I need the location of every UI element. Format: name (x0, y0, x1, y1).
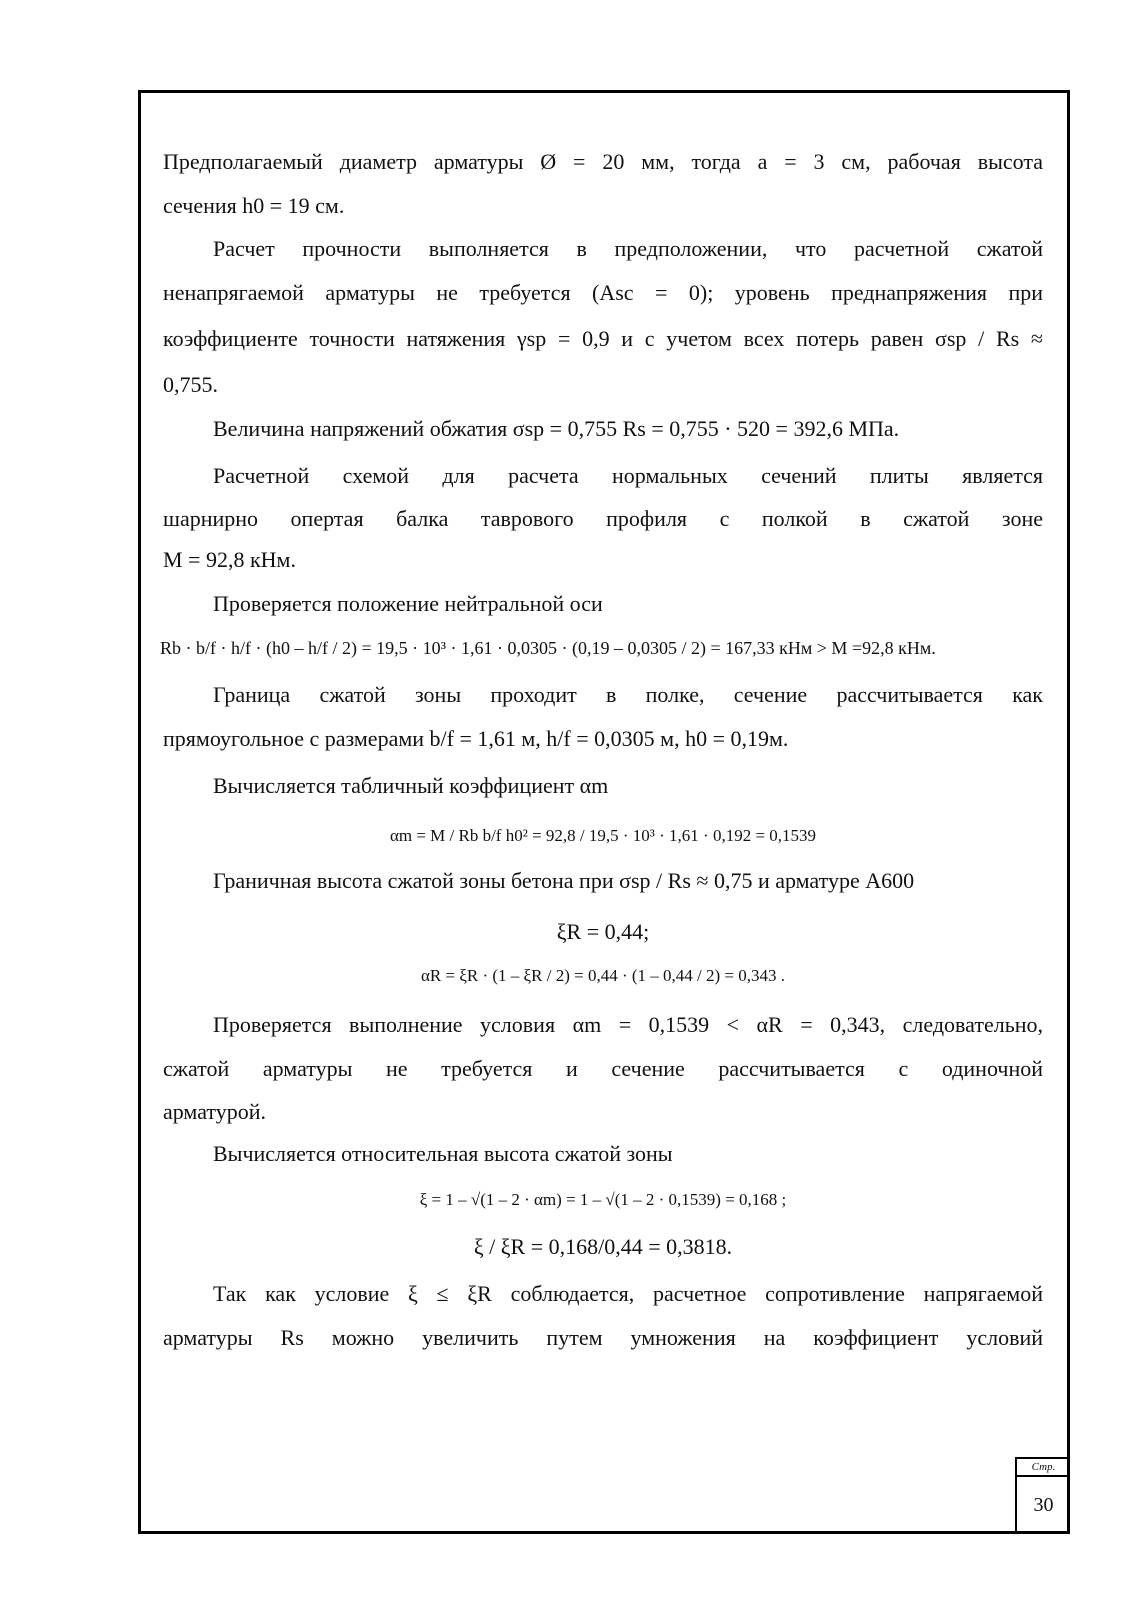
text-line: арматуры Rs можно увеличить путем умножения на коэффициент условий (163, 1325, 1043, 1350)
text-line: Величина напряжений обжатия σsp = 0,755 Rs = 0,755 · 520 = 392,6 МПа. (213, 416, 900, 441)
text-line: ненапрягаемой арматуры не требуется (Asc = 0); уровень преднапряжения при (163, 280, 1043, 305)
stamp-page-label: Стр. (1015, 1457, 1070, 1477)
text-line: Вычисляется табличный коэффициент αm (213, 773, 609, 798)
text-line: Расчетной схемой для расчета нормальных сечений плиты является (213, 463, 1043, 488)
text-line: шарнирно опертая балка таврового профиля с полкой в сжатой зоне (163, 506, 1043, 531)
formula-alpha-r: αR = ξR · (1 – ξR / 2) = 0,44 · (1 – 0,44 / 2) = 0,343 . (420, 966, 785, 985)
formula-alpha-m: αm = M / Rb b/f h0² = 92,8 / 19,5 · 10³ · 1,61 · 0,192 = 0,1539 (389, 826, 817, 845)
formula-xi: ξ = 1 – √(1 – 2 · αm) = 1 – √(1 – 2 · 0,1539) = 0,168 ; (419, 1190, 787, 1209)
text-line: Граничная высота сжатой зоны бетона при σsp / Rs ≈ 0,75 и арматуре А600 (213, 868, 915, 893)
formula-xi-ratio: ξ / ξR = 0,168/0,44 = 0,3818. (473, 1234, 733, 1259)
stamp-page-number: 30 (1015, 1477, 1070, 1534)
text-line: прямоугольное с размерами b/f = 1,61 м, h/f = 0,0305 м, h0 = 0,19м. (163, 726, 789, 751)
text-line: коэффициенте точности натяжения γsp = 0,9 и с учетом всех потерь равен σsp / Rs ≈ (163, 326, 1043, 351)
text-line: 0,755. (163, 372, 218, 397)
text-line: Граница сжатой зоны проходит в полке, сечение рассчитывается как (213, 682, 1043, 707)
text-line: Вычисляется относительная высота сжатой зоны (213, 1141, 673, 1166)
text-line: сжатой арматуры не требуется и сечение рассчитывается с одиночной (163, 1056, 1043, 1081)
text-line: сечения h0 = 19 см. (163, 193, 345, 218)
text-line: Проверяется выполнение условия αm = 0,1539 < αR = 0,343, следовательно, (213, 1012, 1043, 1037)
text-line: Расчет прочности выполняется в предположении, что расчетной сжатой (213, 236, 1043, 261)
formula-xi-r: ξR = 0,44; (556, 919, 650, 944)
text-line: арматурой. (163, 1099, 266, 1124)
formula-neutral-axis: Rb · b/f · h/f · (h0 – h/f / 2) = 19,5 · 10³ · 1,61 · 0,0305 · (0,19 – 0,0305 / 2) = 167,33 кНм > M =92,8 кНм. (160, 638, 936, 658)
text-line: Предполагаемый диаметр арматуры Ø = 20 мм, тогда a = 3 см, рабочая высота (163, 149, 1043, 174)
text-line: Так как условие ξ ≤ ξR соблюдается, расчетное сопротивление напрягаемой (213, 1281, 1043, 1306)
text-line: Проверяется положение нейтральной оси (213, 591, 603, 616)
text-line: M = 92,8 кНм. (163, 547, 296, 572)
